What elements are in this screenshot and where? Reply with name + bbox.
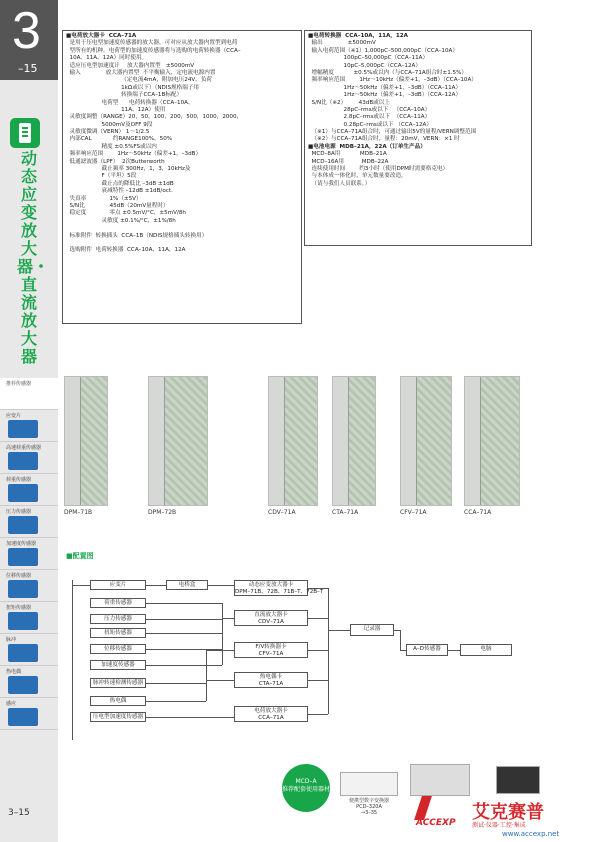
amplifier-card-box: 动态应变放大器卡 DPM–71B、72B、71B–T、72B–T xyxy=(235,582,324,595)
recorder-box: 记录器 xyxy=(350,624,394,636)
product-photos xyxy=(64,376,534,518)
recommended-badge-text: MCD–A 推荐配套使用器材 xyxy=(282,778,331,793)
sensor-icon xyxy=(8,548,38,566)
digitizer-label: 便携型数字变换器 PCD–320A →3–35 xyxy=(348,798,389,816)
product-card-image xyxy=(268,376,318,506)
connector-line xyxy=(72,580,73,740)
sidebar-item[interactable] xyxy=(0,538,58,570)
sidebar-item-label: 扭矩传感器 xyxy=(6,605,32,611)
connector-line xyxy=(308,680,328,681)
spec-row: 28pC–rms或以下 （CCA–10A） xyxy=(308,106,431,113)
spec-row: 连续使用时间 约3小时（使用DPM时需要格克电） xyxy=(308,166,449,173)
spec-row: 频率响应范围 1Hz～10kHz（偏差+1，–3dB）（CCA–10A） xyxy=(308,77,477,84)
connector-line xyxy=(308,650,328,651)
sensor-icon xyxy=(8,452,38,470)
connector-line xyxy=(206,650,207,683)
spec-row: 1Hz～50kHz（偏差+1，–3dB）（CCA–12A） xyxy=(308,92,462,99)
logo-mark xyxy=(414,796,452,820)
spec-row: 10A、11A、12A）同时使用。 xyxy=(66,55,148,62)
amplifier-card-box: F/V转换器卡 CFV–71A xyxy=(234,642,308,658)
sensor-box: 脉冲转速检测传感器 xyxy=(90,678,146,688)
connector-line xyxy=(308,714,328,715)
sensor-box: 应变片 xyxy=(90,580,146,590)
spec-row: 灵敏度调整（RANGE）20，50，100，200，500，1000，2000， xyxy=(66,114,243,121)
logo-url: www.accexp.net xyxy=(502,830,560,838)
spec-row: 型所有的机种。电荷型的加速度传感器将与选购的电荷转换器（CCA– xyxy=(66,47,241,54)
connector-line xyxy=(308,618,328,619)
spec-row: MCD–8A用 MDB–21A xyxy=(308,151,387,158)
connector-line xyxy=(146,619,222,620)
spec-row: ■电池电源 MDB–21A，22A（订单生产品） xyxy=(308,143,426,150)
spec-row: 灵敏度 ±0.1%/°C，±1%/8h xyxy=(66,217,176,224)
spec-row: （请与我们人员联系。） xyxy=(308,180,371,187)
sidebar-item[interactable] xyxy=(0,442,58,474)
connector-line xyxy=(222,603,223,665)
spec-row: 截止频率 300Hz，1，3，10kHz及 xyxy=(66,166,191,173)
sidebar-item[interactable] xyxy=(0,410,58,442)
spec-row: 增幅精度 ±0.5%或以内（与CCA–71A组合时±1.5%） xyxy=(308,69,468,76)
spec-row: 1kΩ或以下）（NDIS规格端子用 xyxy=(66,84,200,91)
sensor-icon xyxy=(8,708,38,726)
spec-row: 失真率 1%（±5V） xyxy=(66,195,142,202)
sensor-icon xyxy=(8,612,38,630)
sidebar-item-label: 高速荷重传感器 xyxy=(6,445,42,451)
product-card-image xyxy=(148,376,208,506)
spec-row: （※2）与CCA–71A组合时，量程：20mV，VERN：×1 时 xyxy=(308,136,460,143)
spec-row: 标准附件 转换插头 CCA–1B（NDIS规格插头转换用） xyxy=(66,232,208,239)
spec-row: ■电荷转换器 CCA–10A，11A，12A xyxy=(308,33,409,39)
connector-line xyxy=(206,650,234,651)
sidebar-item-label: 感应 xyxy=(6,701,17,707)
sensor-box: 压力传感器 xyxy=(90,614,146,624)
adc-box: A–D传感器 xyxy=(406,644,448,656)
sidebar-item-label: 位移传感器 xyxy=(6,573,32,579)
digitizer-image xyxy=(340,772,398,796)
connector-line xyxy=(206,680,234,681)
spec-row: 2.8pC–rms或以下 （CCA–11A） xyxy=(308,114,431,121)
amplifier-card-box: 直流放大器卡 CDV–71A xyxy=(234,610,308,626)
connector-line xyxy=(308,588,328,589)
spec-row: MCD–16A用 MDB–22A xyxy=(308,158,389,165)
bridge-box: 电桥盒 xyxy=(166,580,208,590)
connector-line xyxy=(146,683,206,684)
spec-row: 频率响应范围 1Hz～50kHz（偏差+1，–3dB） xyxy=(66,151,202,158)
product-card-label: DPM–71B xyxy=(64,509,93,516)
spec-row: 稳定度 零点 ±0.5mV/°C，±5mV/8h xyxy=(66,210,186,217)
recommended-badge xyxy=(282,764,330,812)
spec-row: ■电荷放大器卡 CCA–71A xyxy=(66,33,137,39)
product-card-image xyxy=(400,376,452,506)
sidebar-item-label: 脉冲 xyxy=(6,637,17,643)
spec-row: 11A、12A）使用 xyxy=(66,106,166,113)
recorder-image xyxy=(410,764,470,796)
chapter-title: 动态应变放大器・直流放大器 xyxy=(17,149,50,366)
sidebar-item-label: 加速度传感器 xyxy=(6,541,37,547)
spec-row: 0.28pC–rms或以下 （CCA–12A） xyxy=(308,121,432,128)
spec-row: 10pC–5,000pC（CCA–12A） xyxy=(308,62,421,69)
connector-line xyxy=(208,585,234,586)
connector-line xyxy=(328,588,329,714)
sidebar-item[interactable] xyxy=(0,602,58,634)
product-card-image xyxy=(464,376,520,506)
spec-row: 精度 ±0.5%FS或以内 xyxy=(66,143,157,150)
chapter-subnumber: –15 xyxy=(18,62,38,75)
connector-line xyxy=(146,665,222,666)
amplifier-card-box: 热电偶卡 CTA–71A xyxy=(234,672,308,688)
sensor-box: 荷重传感器 xyxy=(90,598,146,608)
spec-row: 100pC–50,000pC（CCA–11A） xyxy=(308,55,429,62)
connector-line xyxy=(146,603,222,604)
spec-row: 内部CAL 约RANGE100%，50% xyxy=(66,136,173,143)
pc-box: 电脑 xyxy=(460,644,512,656)
spec-row xyxy=(66,225,298,232)
chapter-number: 3 xyxy=(12,2,41,60)
chapter-number-block xyxy=(0,0,58,80)
spec-row: 低通滤波器（LPF） 2次Butterworth xyxy=(66,158,165,165)
connector-line xyxy=(400,650,406,651)
spec-row: （※1）与CCA–71A组合时，可通过输出5V的量程/VERN调整范围 xyxy=(308,129,477,136)
spec-table-left xyxy=(62,30,302,324)
sidebar-item[interactable] xyxy=(0,506,58,538)
sidebar-item-label: 应变片 xyxy=(6,413,22,419)
sidebar-item-label: 推荐传感器 xyxy=(6,381,32,387)
product-card-label: CDV–71A xyxy=(268,509,296,516)
connector-line xyxy=(146,717,234,718)
connector-line xyxy=(328,630,350,631)
connector-line xyxy=(222,618,234,619)
spec-row: 衰减特性 –12dB ±1dB/oct. xyxy=(66,188,173,195)
product-card-image xyxy=(332,376,376,506)
sensor-box: 压电型加速度传感器 xyxy=(90,712,146,722)
configuration-diagram xyxy=(66,560,536,740)
page-number: 3–15 xyxy=(8,808,30,818)
product-card-image xyxy=(64,376,108,506)
spec-row: 5000mV及OFF 9段 xyxy=(66,121,153,128)
sensor-box: 扭矩传感器 xyxy=(90,628,146,638)
connector-line xyxy=(448,650,460,651)
connector-line xyxy=(72,585,90,586)
sensor-icon xyxy=(8,516,38,534)
connector-line xyxy=(206,680,207,701)
diagram-title: ■配置图 xyxy=(66,552,94,560)
spec-row: S/N比 45dB（20mV量程时） xyxy=(66,202,169,209)
sidebar-item-label: 压力传感器 xyxy=(6,509,32,515)
sidebar-item-label: 热电偶 xyxy=(6,669,22,675)
spec-row: 电荷型 电荷转换器（CCA–10A、 xyxy=(66,99,194,106)
spec-row: 灵敏度微调（VERN） 1～1/2.5 xyxy=(66,129,150,136)
amplifier-card-box: 电荷放大器卡 CCA–71A xyxy=(234,706,308,722)
spec-row: 与本体成一体化时，单元数量要改造。 xyxy=(308,173,407,180)
sidebar-item[interactable] xyxy=(0,474,58,506)
laptop-image xyxy=(496,766,540,794)
spec-row: 选购附件 电荷转换器 CCA–10A，11A，12A xyxy=(66,247,186,254)
spec-row: S/N比（※2） 43dB或以上 xyxy=(308,99,390,106)
spec-row: 输出 ±5000mV xyxy=(308,40,376,47)
spec-row: 1Hz～50kHz（偏差+1，–3dB）（CCA–11A） xyxy=(308,84,462,91)
spec-row: 适应压电型加速度计 放大器内置型 ±5000mV xyxy=(66,62,195,69)
connector-line xyxy=(146,585,166,586)
sensor-icon xyxy=(8,484,38,502)
sensor-box: 加速度传感器 xyxy=(90,660,146,670)
connector-line xyxy=(146,633,222,634)
sensor-icon xyxy=(8,420,38,438)
connector-line xyxy=(400,630,401,650)
spec-row: 截止点的降低比 –3dB ±1dB xyxy=(66,180,174,187)
sidebar-item-label: 荷重传感器 xyxy=(6,477,32,483)
spec-row: 输入电荷范围（※1）1,000pC–500,000pC（CCA–10A） xyxy=(308,47,458,54)
sensor-icon xyxy=(8,644,38,662)
spec-row: 是用于压电型加速度传感器的放大器，可对应从放大器内置型到电荷 xyxy=(66,40,238,47)
sidebar-item[interactable] xyxy=(0,634,58,666)
logo-sub: 测试·仪器·工控·集成 xyxy=(472,822,526,829)
sensor-icon xyxy=(8,580,38,598)
spec-row: 转换端子CCA–1B标配） xyxy=(66,92,183,99)
product-card-label: CFV–71A xyxy=(400,509,427,516)
sensor-box: 热电偶 xyxy=(90,696,146,706)
spec-row: F（平坦）5段 xyxy=(66,173,137,180)
product-card-label: CTA–71A xyxy=(332,509,359,516)
spec-table-right xyxy=(304,30,532,246)
calculator-icon xyxy=(10,118,40,148)
sensor-icon xyxy=(8,676,38,694)
spec-row: 输入 放大器内置型 不平衡输入，定电流电源内置 xyxy=(66,69,216,76)
accexp-logo xyxy=(412,796,592,840)
logo-en: ACCEXP xyxy=(416,818,456,828)
logo-cn: 艾克赛普 xyxy=(472,802,544,823)
sidebar-item[interactable] xyxy=(0,698,58,730)
sidebar-item[interactable] xyxy=(0,666,58,698)
sidebar-item[interactable] xyxy=(0,378,58,410)
connector-line xyxy=(146,701,206,702)
spec-row: （定电流4mA，附加电压24V，负荷 xyxy=(66,77,213,84)
chapter-sidebar xyxy=(0,0,58,842)
sidebar-item[interactable] xyxy=(0,570,58,602)
product-card-label: DPM–72B xyxy=(148,509,177,516)
sensor-box: 位移传感器 xyxy=(90,644,146,654)
sidebar-menu xyxy=(0,378,58,730)
product-card-label: CCA–71A xyxy=(464,509,492,516)
